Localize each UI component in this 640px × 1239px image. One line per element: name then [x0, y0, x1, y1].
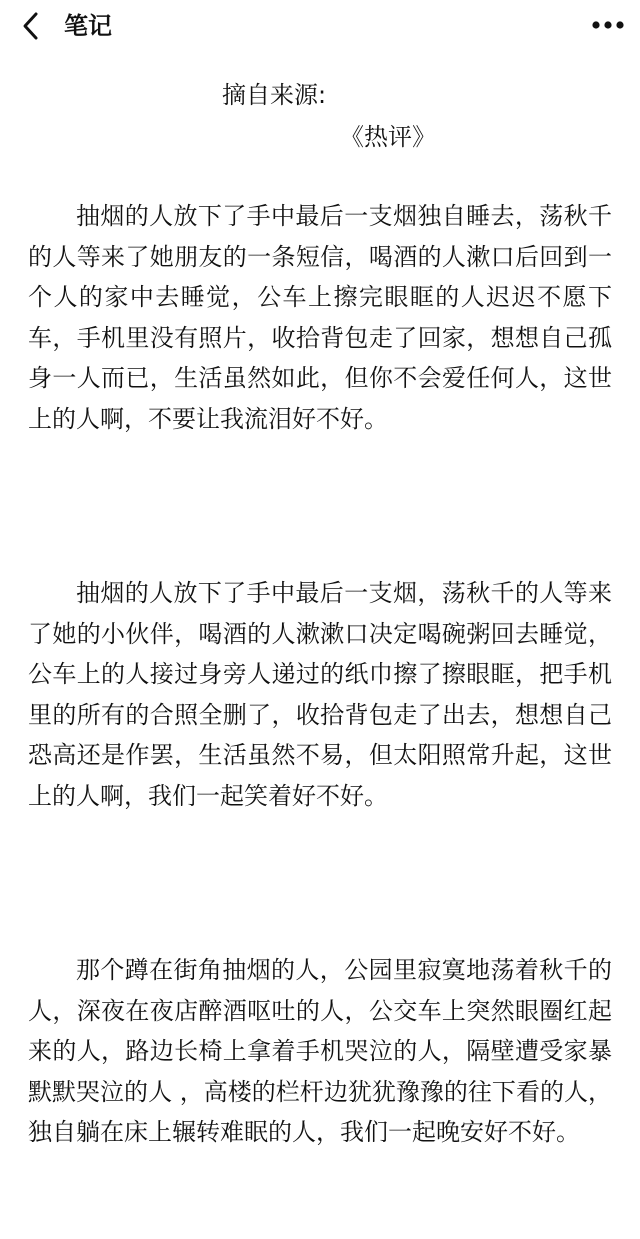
page-title: 笔记: [64, 12, 112, 40]
note-paragraph: 抽烟的人放下了手中最后一支烟，荡秋千的人等来了她的小伙伴，喝酒的人漱漱口决定喝碗粥回去睡觉，公车上的人接过身旁人递过的纸巾擦了擦眼眶，把手机里的所有的合照全删了，收拾背包走了出去，想想自己恐高还是作罢，生活虽然不易，但太阳照常升起，这世上的人啊，我们一起笑着好不好。: [28, 579, 612, 810]
back-button[interactable]: [14, 8, 50, 44]
note-paragraph: 抽烟的人放下了手中最后一支烟独自睡去，荡秋千的人等来了她朋友的一条短信，喝酒的人漱口后回到一个人的家中去睡觉，公车上擦完眼眶的人迟迟不愿下车，手机里没有照片，收拾背包走了回家，想想自己孤身一人而已，生活虽然如此，但你不会爱任何人，这世上的人啊，不要让我流泪好不好。: [28, 202, 612, 433]
note-paragraph: 那个蹲在街角抽烟的人，公园里寂寞地荡着秋千的人，深夜在夜店醉酒呕吐的人，公交车上突然眼圈红起来的人，路边长椅上拿着手机哭泣的人，隔壁遭受家暴默默哭泣的人 ，高楼的栏杆边犹犹豫豫的往下看的人，独自躺在床上辗转难眠的人，我们一起晚安好不好。: [28, 956, 612, 1146]
source-label: 摘自来源:: [222, 81, 327, 109]
navigation-bar: [0, 0, 640, 52]
more-button[interactable]: [588, 10, 628, 40]
source-title: 《热评》: [340, 123, 436, 151]
chevron-left-icon: [14, 8, 50, 44]
more-horizontal-icon: [588, 10, 628, 40]
